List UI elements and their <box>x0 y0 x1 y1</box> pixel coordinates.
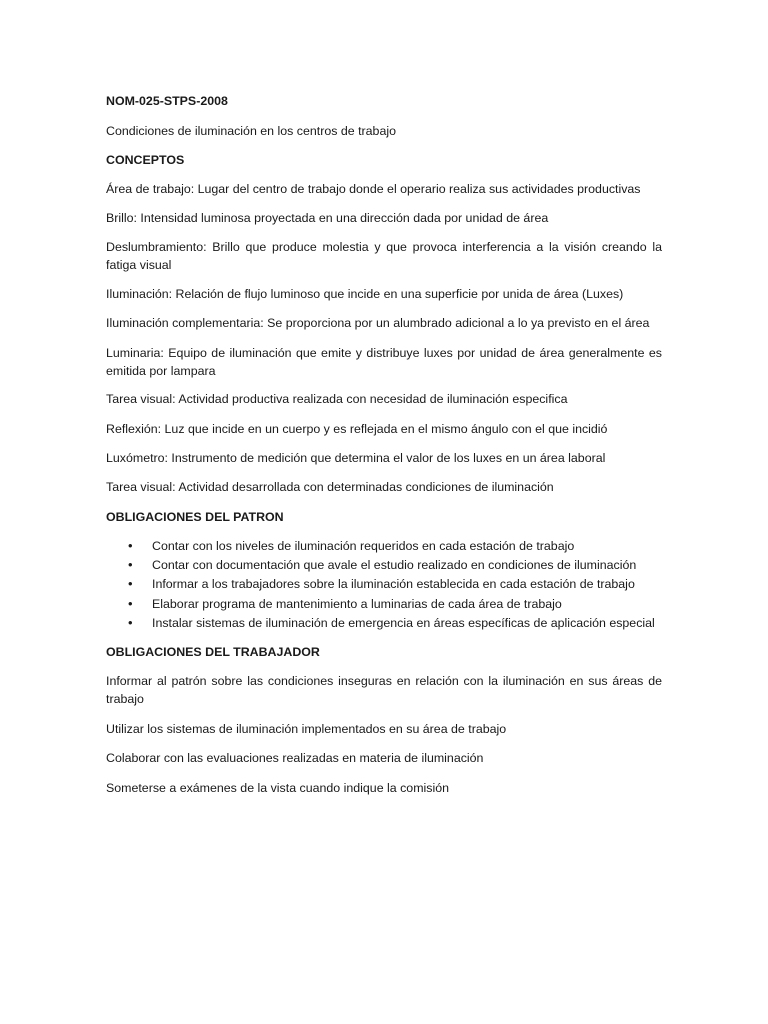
document-code: NOM-025-STPS-2008 <box>106 94 228 108</box>
concept-item: Brillo: Intensidad luminosa proyectada en una dirección dada por unidad de área <box>106 211 549 225</box>
bullet-icon: • <box>128 538 133 553</box>
list-item-text: Informar a los trabajadores sobre la iluminación establecida en cada estación de trabajo <box>152 577 635 591</box>
list-item-text: Contar con documentación que avale el estudio realizado en condiciones de iluminación <box>152 558 637 572</box>
concept-item: Iluminación: Relación de flujo luminoso que incide en una superficie por unida de área (Luxes) <box>106 287 624 301</box>
list-item-text: Contar con los niveles de iluminación requeridos en cada estación de trabajo <box>152 539 575 553</box>
concept-item: Reflexión: Luz que incide en un cuerpo y es reflejada en el mismo ángulo con el que incidió <box>106 422 608 436</box>
concept-item: Luxómetro: Instrumento de medición que determina el valor de los luxes en un área laboral <box>106 451 606 465</box>
list-item-text: Elaborar programa de mantenimiento a luminarias de cada área de trabajo <box>152 597 562 611</box>
bullet-icon: • <box>128 615 133 630</box>
worker-item: Someterse a exámenes de la vista cuando indique la comisión <box>106 781 450 795</box>
document-subtitle: Condiciones de iluminación en los centros de trabajo <box>106 124 396 138</box>
bullet-icon: • <box>128 596 133 611</box>
worker-obligations-heading: OBLIGACIONES DEL TRABAJADOR <box>106 645 320 659</box>
concept-item: Deslumbramiento: Brillo que produce molestia y que provoca interferencia a la visión creando la fatiga visual <box>106 240 662 272</box>
concept-item: Luminaria: Equipo de iluminación que emite y distribuye luxes por unidad de área generalmente es emitida por lampara <box>106 346 662 378</box>
bullet-icon: • <box>128 576 133 591</box>
concept-item: Iluminación complementaria: Se proporciona por un alumbrado adicional a lo ya previsto en el área <box>106 316 650 330</box>
concept-item: Tarea visual: Actividad desarrollada con determinadas condiciones de iluminación <box>106 480 554 494</box>
worker-item: Colaborar con las evaluaciones realizadas en materia de iluminación <box>106 751 484 765</box>
worker-item: Utilizar los sistemas de iluminación implementados en su área de trabajo <box>106 722 507 736</box>
list-item-text: Instalar sistemas de iluminación de emergencia en áreas específicas de aplicación especial <box>152 616 655 630</box>
concept-item: Tarea visual: Actividad productiva realizada con necesidad de iluminación especifica <box>106 392 568 406</box>
bullet-icon: • <box>128 557 133 572</box>
concept-item: Área de trabajo: Lugar del centro de trabajo donde el operario realiza sus actividades productivas <box>106 182 641 196</box>
employer-obligations-heading: OBLIGACIONES DEL PATRON <box>106 510 284 524</box>
concepts-heading: CONCEPTOS <box>106 153 185 167</box>
worker-item: Informar al patrón sobre las condiciones inseguras en relación con la iluminación en sus áreas de trabajo <box>106 674 662 706</box>
